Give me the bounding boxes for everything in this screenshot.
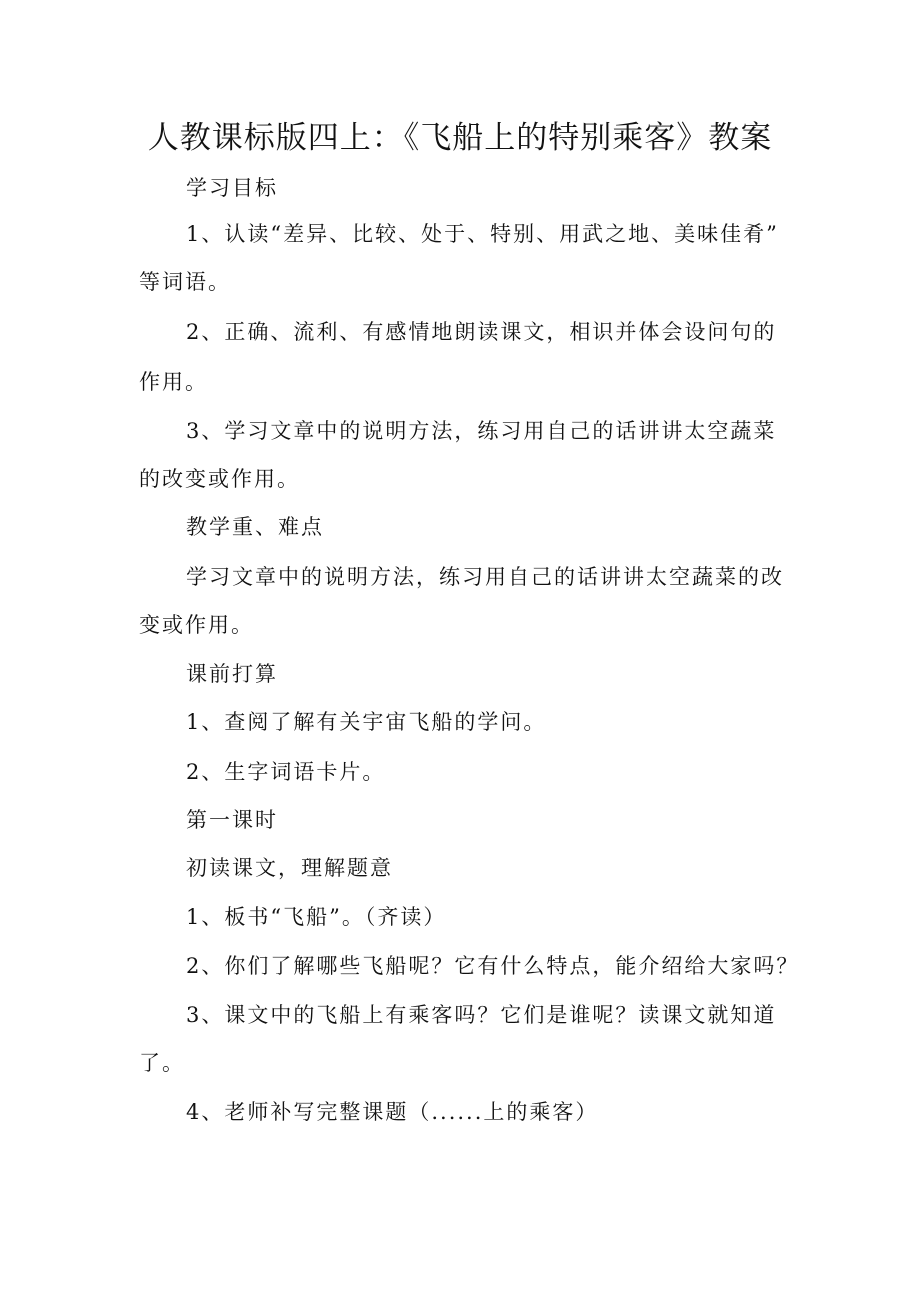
paragraph-line: 2、正确、流利、有感情地朗读课文，相识并体会设问句的 xyxy=(186,320,777,344)
list-item: 2、你们了解哪些飞船呢？它有什么特点，能介绍给大家吗？ xyxy=(186,954,800,978)
list-item: 2、生字词语卡片。 xyxy=(186,760,386,784)
list-item: 3、课文中的飞船上有乘客吗？它们是谁呢？读课文就知道 xyxy=(186,1003,777,1027)
paragraph-line: 作用。 xyxy=(139,370,208,394)
paragraph-line: 1、认读“差异、比较、处于、特别、用武之地、美味佳肴” xyxy=(186,222,779,246)
list-item: 1、查阅了解有关宇宙飞船的学问。 xyxy=(186,710,547,734)
paragraph-line: 了。 xyxy=(139,1051,185,1075)
list-item: 1、板书“飞船”。（齐读） xyxy=(186,905,447,929)
paragraph-line: 3、学习文章中的说明方法，练习用自己的话讲讲太空蔬菜 xyxy=(186,419,777,443)
document-title: 人教课标版四上：《飞船上的特别乘客》教案 xyxy=(147,120,773,156)
section-heading-objectives: 学习目标 xyxy=(186,176,278,200)
section-heading-key-points: 教学重、难点 xyxy=(186,515,324,539)
paragraph-line: 变或作用。 xyxy=(139,613,254,637)
paragraph-line: 学习文章中的说明方法，练习用自己的话讲讲太空蔬菜的改 xyxy=(186,565,784,589)
section-heading-first-lesson: 第一课时 xyxy=(186,808,278,832)
section-subheading: 初读课文，理解题意 xyxy=(186,856,393,880)
section-heading-preparation: 课前打算 xyxy=(186,662,278,686)
list-item: 4、老师补写完整课题（......上的乘客） xyxy=(186,1100,599,1124)
paragraph-line: 等词语。 xyxy=(139,270,231,294)
paragraph-line: 的改变或作用。 xyxy=(139,467,300,491)
